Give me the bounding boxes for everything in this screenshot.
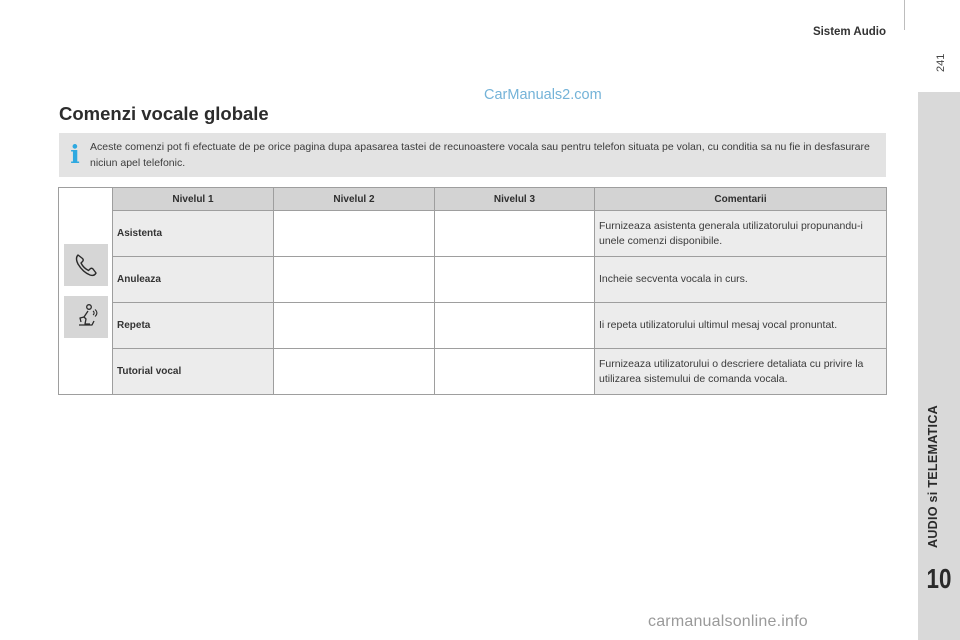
level1-cell: Asistenta (113, 211, 274, 257)
level1-cell: Anuleaza (113, 257, 274, 303)
watermark-bottom: carmanualsonline.info (648, 613, 808, 630)
voice-command-icon (64, 296, 108, 338)
chapter-side-strip (918, 92, 960, 640)
comment-cell: Ii repeta utilizatorului ultimul mesaj vocal pronuntat. (595, 303, 887, 349)
column-header: Nivelul 2 (274, 188, 435, 211)
column-header: Comentarii (595, 188, 887, 211)
comment-cell: Furnizeaza utilizatorului o descriere detaliata cu privire la utilizarea sistemului de comanda vocala. (595, 349, 887, 395)
level3-cell (435, 303, 595, 349)
table-row (59, 349, 887, 395)
comment-cell: Furnizeaza asistenta generala utilizatorului propunandu-i unele comenzi disponibile. (595, 211, 887, 257)
comment-cell: Incheie secventa vocala in curs. (595, 257, 887, 303)
table-row (59, 257, 887, 303)
info-text: Aceste comenzi pot fi efectuate de pe orice pagina dupa apasarea tastei de recunoastere vocala sau pentru telefon situata pe volan, cu conditia sa nu fie in desfasurare niciun apel telefonic. (90, 141, 870, 169)
voice-commands-table-container (58, 187, 886, 394)
column-header: Nivelul 1 (113, 188, 274, 211)
info-icon: i (70, 140, 80, 169)
header-divider (904, 0, 905, 30)
chapter-label: AUDIO si TELEMATICA (926, 405, 940, 548)
info-box (59, 133, 886, 177)
level1-cell: Tutorial vocal (113, 349, 274, 395)
icon-column (59, 188, 113, 395)
level3-cell (435, 349, 595, 395)
section-title: Comenzi vocale globale (59, 103, 269, 124)
table-row (59, 303, 887, 349)
level3-cell (435, 257, 595, 303)
table-header-row (59, 188, 887, 211)
table-row (59, 211, 887, 257)
voice-commands-table (58, 187, 887, 395)
level2-cell (274, 349, 435, 395)
level2-cell (274, 303, 435, 349)
page-number: 241 (935, 53, 947, 72)
phone-icon (64, 244, 108, 286)
watermark-top: CarManuals2.com (484, 87, 602, 103)
level1-cell: Repeta (113, 303, 274, 349)
chapter-number: 10 (926, 563, 952, 594)
level3-cell (435, 211, 595, 257)
level2-cell (274, 257, 435, 303)
column-header: Nivelul 3 (435, 188, 595, 211)
header-section-label: Sistem Audio (812, 26, 886, 38)
level2-cell (274, 211, 435, 257)
